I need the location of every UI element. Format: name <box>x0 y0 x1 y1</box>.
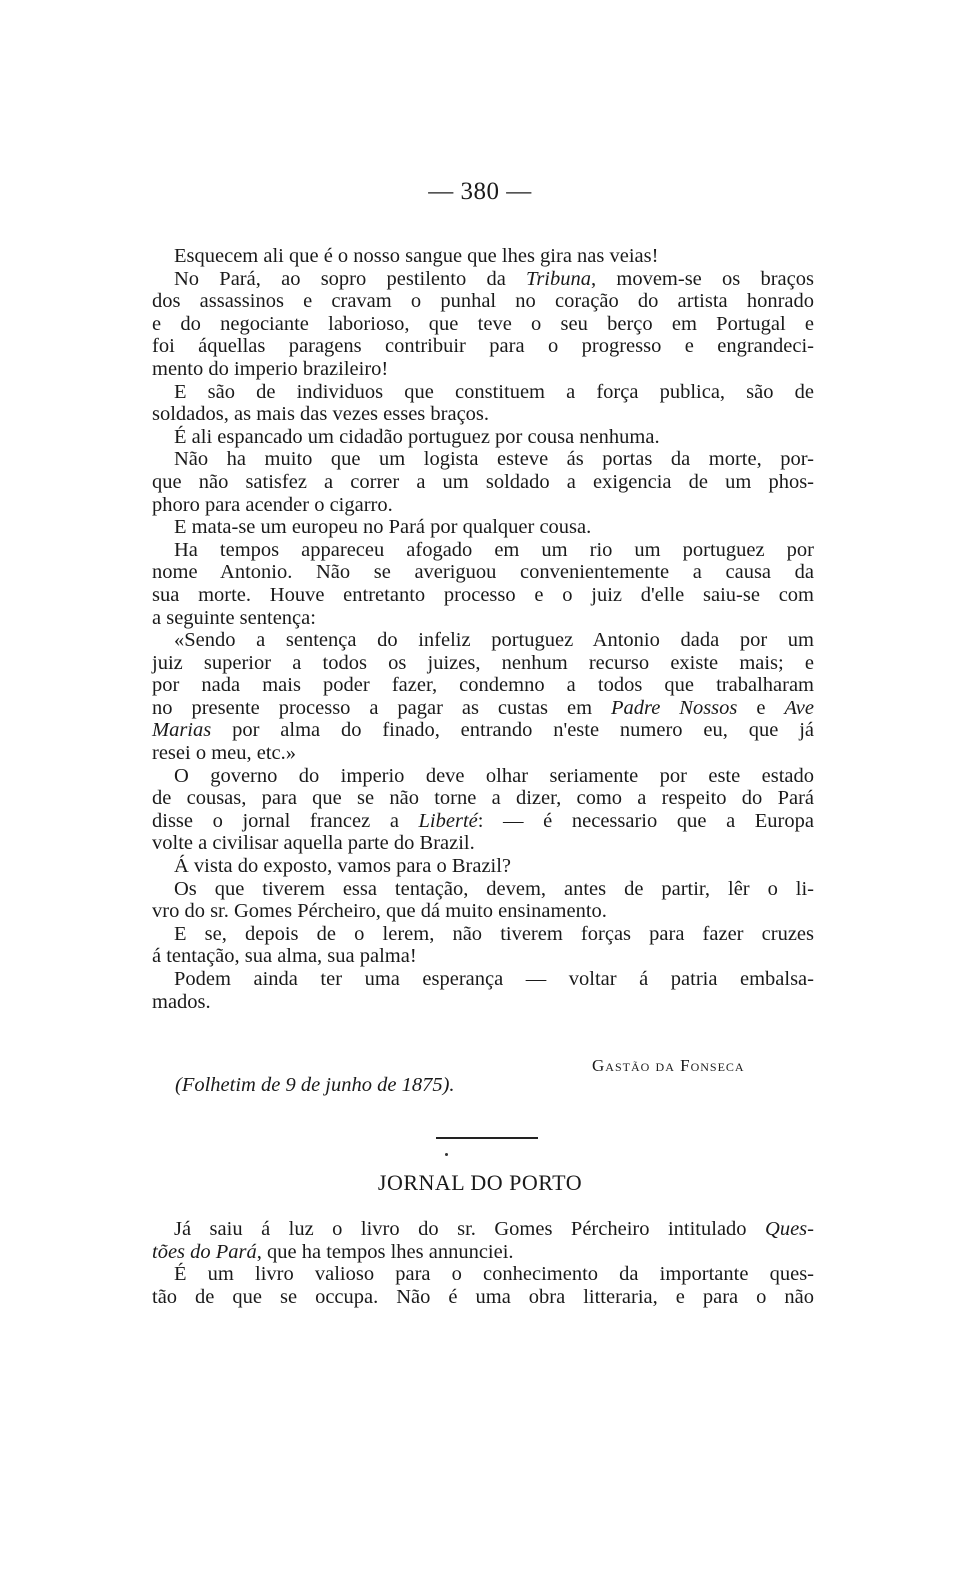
text-line: e do negociante laborioso, que teve o seu berço em Portugal e <box>152 312 814 335</box>
text-line: mento do imperio brazileiro! <box>152 357 389 380</box>
text-line: phoro para acender o cigarro. <box>152 493 393 516</box>
text-line <box>152 1218 814 1241</box>
text-line: É um livro valioso para o conhecimento da importante ques- <box>174 1263 814 1286</box>
article-body <box>152 245 814 1013</box>
text-line: Não ha muito que um logista esteve ás portas da morte, por- <box>174 448 814 471</box>
text-line: foi áquellas paragens contribuir para o progresso e engrandeci- <box>152 335 814 358</box>
italic-text: Marias <box>152 719 212 742</box>
text-span: e <box>737 696 785 719</box>
text-span: disse o jornal francez a <box>152 809 419 832</box>
italic-text: Liberté <box>418 809 478 832</box>
divider-dot <box>445 1153 448 1156</box>
article-body-2 <box>152 1218 814 1308</box>
text-line: Os que tiverem essa tentação, devem, antes de partir, lêr o li- <box>174 877 814 900</box>
text-line: tão de que se occupa. Não é uma obra litteraria, e para o não <box>152 1285 814 1308</box>
text-line: por nada mais poder fazer, condemno a todos que trabalharam <box>152 674 814 697</box>
text-span: Já saiu á luz o livro do sr. Gomes Pércheiro intitulado <box>174 1218 766 1240</box>
text-line: O governo do imperio deve olhar seriamente por este estado <box>174 764 814 787</box>
italic-text: Padre Nossos <box>610 696 738 719</box>
text-line: que não satisfez a correr a um soldado a exigencia de um phos- <box>152 470 814 493</box>
text-line <box>152 697 814 720</box>
text-line: juiz superior a todos os juizes, nenhum recurso existe mais; e <box>152 651 814 674</box>
italic-text: tões do Pará <box>152 1240 257 1263</box>
text-line <box>152 1241 814 1264</box>
section-title: JORNAL DO PORTO <box>377 1170 583 1195</box>
text-line: «Sendo a sentença do infeliz portuguez Antonio dada por um <box>174 629 814 652</box>
page-number: — 380 — <box>428 178 532 205</box>
text-line <box>152 719 814 742</box>
text-line: E se, depois de o lerem, não tiverem forças para fazer cruzes <box>174 922 814 945</box>
text-line: sua morte. Houve entretanto processo e o juiz d'elle saiu-se com <box>152 583 814 606</box>
text-line <box>152 810 814 833</box>
text-span: no presente processo a pagar as custas em <box>152 696 611 719</box>
author-signature <box>592 1056 745 1076</box>
text-line: mados. <box>152 990 211 1013</box>
text-span: : — é necessario que a Europa <box>477 809 814 832</box>
italic-text: Ave <box>784 696 814 719</box>
text-line: volte a civilisar aquella parte do Brazil. <box>152 832 475 855</box>
text-line: resei o meu, etc.» <box>152 742 297 765</box>
italic-text: Ques- <box>765 1218 814 1240</box>
text-line: nome Antonio. Não se averiguou convenientemente a causa da <box>152 561 814 584</box>
text-line: de cousas, para que se não torne a dizer, como a respeito do Pará <box>152 787 814 810</box>
text-line: Á vista do exposto, vamos para o Brazil? <box>174 855 512 878</box>
text-span: No Pará, ao sopro pestilento da <box>174 267 527 290</box>
signature-text: Gastão da Fonseca <box>592 1056 745 1075</box>
text-line: vro do sr. Gomes Pércheiro, que dá muito ensinamento. <box>152 900 607 923</box>
text-span: por alma do finado, entrando n'este numero eu, que já <box>211 719 814 742</box>
section-divider <box>436 1137 538 1139</box>
text-line: á tentação, sua alma, sua palma! <box>152 945 417 968</box>
text-span: , movem-se os braços <box>591 267 814 290</box>
text-line: É ali espancado um cidadão portuguez por cousa nenhuma. <box>174 425 660 448</box>
italic-text: Tribuna <box>526 267 591 290</box>
text-line: Podem ainda ter uma esperança — voltar á patria embalsa- <box>174 968 814 990</box>
text-line: Esquecem ali que é o nosso sangue que lhes gira nas veias! <box>174 245 659 267</box>
text-line: E mata-se um europeu no Pará por qualquer cousa. <box>174 516 592 539</box>
text-line: a seguinte sentença: <box>152 606 316 629</box>
dateline: (Folhetim de 9 de junho de 1875). <box>175 1074 455 1096</box>
text-line: dos assassinos e cravam o punhal no coração do artista honrado <box>152 290 814 313</box>
text-span: , que ha tempos lhes annunciei. <box>256 1240 514 1263</box>
text-line <box>152 268 814 291</box>
text-line: E são de individuos que constituem a força publica, são de <box>174 380 814 403</box>
text-line: soldados, as mais das vezes esses braços. <box>152 403 490 426</box>
text-line: Ha tempos appareceu afogado em um rio um portuguez por <box>174 538 814 561</box>
